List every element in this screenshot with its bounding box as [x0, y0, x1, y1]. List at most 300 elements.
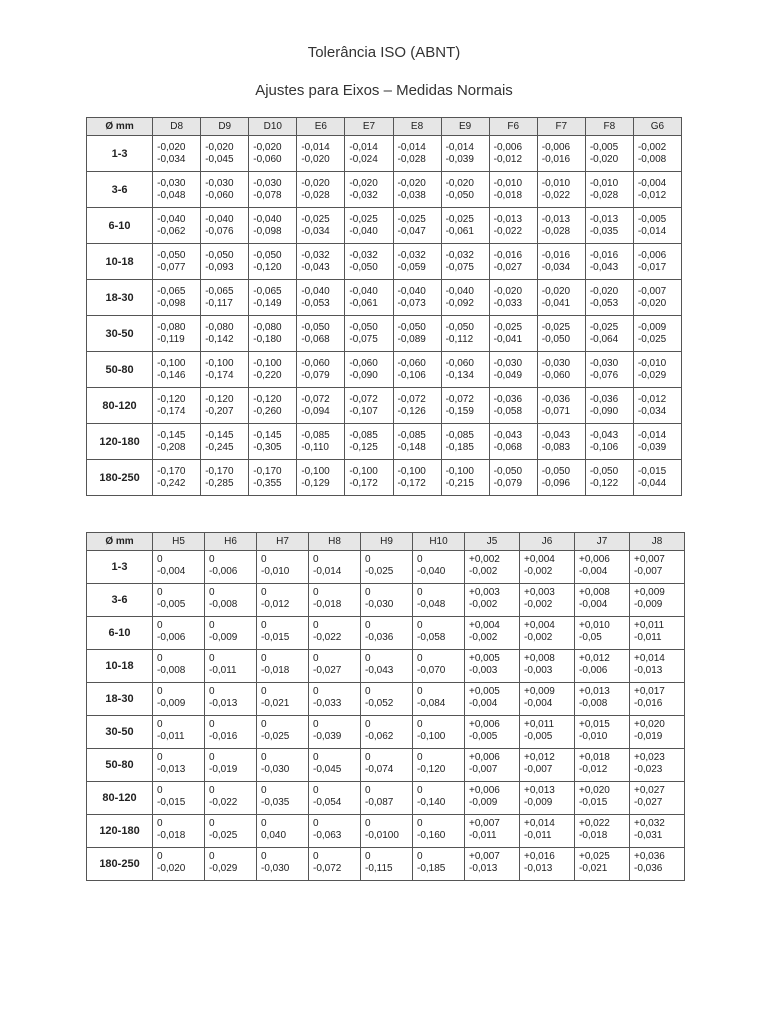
lower-deviation: -0,054 — [313, 797, 342, 808]
tolerance-cell — [205, 650, 257, 683]
tolerance-cell — [585, 280, 633, 316]
tolerance-cell — [361, 617, 413, 650]
tolerance-cell — [205, 749, 257, 782]
upper-deviation: 0 — [313, 785, 319, 796]
tolerance-cell — [585, 208, 633, 244]
tolerance-cell — [465, 815, 520, 848]
upper-deviation: -0,020 — [493, 285, 523, 297]
lower-deviation: -0,002 — [524, 599, 553, 610]
tolerance-cell — [257, 782, 309, 815]
lower-deviation: -0,034 — [541, 261, 571, 273]
upper-deviation: -0,032 — [301, 249, 330, 261]
upper-deviation: +0,003 — [524, 587, 555, 598]
lower-deviation: -0,016 — [634, 698, 663, 709]
lower-deviation: -0,038 — [397, 189, 426, 201]
tolerance-cell — [465, 683, 520, 716]
tolerance-cell — [630, 749, 685, 782]
upper-deviation: 0 — [157, 719, 163, 730]
lower-deviation: -0,050 — [349, 261, 378, 273]
table-header-row — [87, 118, 682, 136]
tolerance-cell — [345, 280, 393, 316]
upper-deviation: +0,007 — [634, 554, 665, 565]
tolerance-cell — [153, 316, 201, 352]
upper-deviation: 0 — [417, 785, 423, 796]
lower-deviation: -0,002 — [469, 566, 498, 577]
tolerance-cell — [201, 244, 249, 280]
upper-deviation: +0,020 — [579, 785, 610, 796]
tolerance-cell — [575, 551, 630, 584]
lower-deviation: -0,146 — [157, 369, 186, 381]
tolerance-table-h-to-j — [86, 532, 685, 881]
lower-deviation: -0,013 — [157, 764, 186, 775]
upper-deviation: -0,043 — [541, 429, 571, 441]
tolerance-cell — [361, 848, 413, 881]
lower-deviation: -0,207 — [205, 405, 234, 417]
upper-deviation: +0,006 — [579, 554, 610, 565]
table-header-row — [87, 533, 685, 551]
diameter-range-label: 10-18 — [87, 244, 153, 280]
lower-deviation: -0,008 — [579, 698, 608, 709]
tolerance-cell — [361, 716, 413, 749]
lower-deviation: -0,023 — [634, 764, 663, 775]
lower-deviation: -0,019 — [209, 764, 238, 775]
upper-deviation: +0,015 — [579, 719, 610, 730]
upper-deviation: -0,145 — [157, 429, 186, 441]
upper-deviation: -0,072 — [445, 393, 474, 405]
upper-deviation: +0,020 — [634, 719, 665, 730]
tolerance-cell — [489, 388, 537, 424]
tolerance-cell — [153, 584, 205, 617]
tolerance-cell — [257, 551, 309, 584]
upper-deviation: 0 — [313, 818, 319, 829]
lower-deviation: -0,028 — [541, 225, 571, 237]
lower-deviation: -0,05 — [579, 632, 602, 643]
tolerance-cell — [257, 650, 309, 683]
lower-deviation: -0,007 — [634, 566, 663, 577]
tolerance-cell — [153, 617, 205, 650]
lower-deviation: -0,220 — [253, 369, 282, 381]
upper-deviation: -0,020 — [301, 177, 330, 189]
upper-deviation: 0 — [157, 851, 163, 862]
upper-deviation: +0,012 — [524, 752, 555, 763]
tolerance-cell — [630, 782, 685, 815]
upper-deviation: -0,120 — [157, 393, 186, 405]
lower-deviation: -0,063 — [313, 830, 342, 841]
lower-deviation: -0,115 — [365, 863, 393, 874]
lower-deviation: -0,079 — [493, 477, 523, 489]
tolerance-cell — [413, 815, 465, 848]
lower-deviation: -0,215 — [445, 477, 474, 489]
lower-deviation: -0,005 — [157, 599, 186, 610]
tolerance-cell — [257, 683, 309, 716]
upper-deviation: -0,013 — [493, 213, 523, 225]
upper-deviation: +0,022 — [579, 818, 610, 829]
lower-deviation: -0,045 — [313, 764, 342, 775]
upper-deviation: +0,023 — [634, 752, 665, 763]
lower-deviation: -0,078 — [253, 189, 282, 201]
upper-deviation: -0,030 — [253, 177, 282, 189]
tolerance-cell — [205, 716, 257, 749]
table-row — [87, 136, 682, 172]
upper-deviation: 0 — [313, 686, 319, 697]
lower-deviation: -0,028 — [301, 189, 330, 201]
table-row — [87, 584, 685, 617]
diameter-range-label: 30-50 — [87, 316, 153, 352]
column-header: J5 — [465, 533, 520, 551]
upper-deviation: 0 — [417, 752, 423, 763]
upper-deviation: +0,018 — [579, 752, 610, 763]
tolerance-cell — [537, 388, 585, 424]
upper-deviation: -0,145 — [253, 429, 282, 441]
lower-deviation: -0,033 — [493, 297, 523, 309]
lower-deviation: -0,002 — [524, 632, 553, 643]
tolerance-cell — [361, 749, 413, 782]
page-title: Tolerância ISO (ABNT) — [307, 44, 461, 61]
tolerance-cell — [201, 352, 249, 388]
lower-deviation: -0,030 — [261, 764, 290, 775]
upper-deviation: -0,085 — [445, 429, 474, 441]
lower-deviation: -0,068 — [493, 441, 523, 453]
upper-deviation: 0 — [209, 719, 215, 730]
upper-deviation: 0 — [209, 752, 215, 763]
upper-deviation: -0,080 — [205, 321, 234, 333]
column-header: E9 — [441, 118, 489, 136]
upper-deviation: +0,011 — [634, 620, 665, 631]
upper-deviation: 0 — [417, 554, 423, 565]
tolerance-cell — [309, 683, 361, 716]
lower-deviation: -0,010 — [261, 566, 290, 577]
tolerance-cell — [413, 584, 465, 617]
upper-deviation: +0,013 — [579, 686, 610, 697]
lower-deviation: -0,009 — [469, 797, 498, 808]
tolerance-cell — [633, 244, 681, 280]
upper-deviation: -0,060 — [301, 357, 330, 369]
tolerance-cell — [441, 244, 489, 280]
lower-deviation: -0,017 — [637, 261, 667, 273]
upper-deviation: -0,013 — [589, 213, 619, 225]
lower-deviation: -0,061 — [349, 297, 378, 309]
tolerance-cell — [520, 584, 575, 617]
tolerance-cell — [153, 551, 205, 584]
upper-deviation: -0,014 — [349, 141, 378, 153]
lower-deviation: -0,002 — [524, 566, 553, 577]
lower-deviation: -0,021 — [261, 698, 290, 709]
tolerance-cell — [201, 280, 249, 316]
upper-deviation: 0 — [157, 653, 163, 664]
tolerance-cell — [201, 424, 249, 460]
upper-deviation: -0,170 — [253, 465, 282, 477]
lower-deviation: -0,092 — [445, 297, 474, 309]
table-row — [87, 208, 682, 244]
lower-deviation: -0,012 — [637, 189, 667, 201]
lower-deviation: -0,021 — [579, 863, 608, 874]
lower-deviation: -0,120 — [417, 764, 446, 775]
lower-deviation: -0,043 — [589, 261, 619, 273]
lower-deviation: -0,125 — [349, 441, 378, 453]
upper-deviation: 0 — [261, 719, 267, 730]
upper-deviation: +0,006 — [469, 719, 500, 730]
lower-deviation: -0,040 — [349, 225, 378, 237]
tolerance-cell — [345, 388, 393, 424]
tolerance-cell — [489, 244, 537, 280]
upper-deviation: 0 — [157, 785, 163, 796]
tolerance-cell — [345, 316, 393, 352]
tolerance-cell — [633, 208, 681, 244]
lower-deviation: -0,060 — [205, 189, 234, 201]
lower-deviation: -0,043 — [301, 261, 330, 273]
table-row — [87, 424, 682, 460]
tolerance-cell — [205, 584, 257, 617]
lower-deviation: -0,036 — [365, 632, 394, 643]
lower-deviation: -0,068 — [301, 333, 330, 345]
tolerance-table-d-to-g — [86, 117, 682, 496]
tolerance-cell — [393, 136, 441, 172]
diameter-range-label: 120-180 — [87, 424, 153, 460]
lower-deviation: -0,140 — [417, 797, 446, 808]
tolerance-cell — [201, 460, 249, 496]
lower-deviation: -0,084 — [417, 698, 446, 709]
upper-deviation: 0 — [365, 620, 371, 631]
lower-deviation: -0,071 — [541, 405, 571, 417]
lower-deviation: -0,013 — [209, 698, 238, 709]
lower-deviation: -0,062 — [157, 225, 186, 237]
diameter-range-label: 50-80 — [87, 352, 153, 388]
upper-deviation: -0,080 — [253, 321, 282, 333]
lower-deviation: -0,028 — [589, 189, 619, 201]
tolerance-cell — [249, 172, 297, 208]
lower-deviation: -0,074 — [365, 764, 394, 775]
upper-deviation: -0,013 — [541, 213, 571, 225]
tolerance-cell — [297, 316, 345, 352]
tolerance-cell — [413, 848, 465, 881]
tolerance-cell — [257, 815, 309, 848]
upper-deviation: 0 — [209, 620, 215, 631]
lower-deviation: -0,011 — [469, 830, 497, 841]
lower-deviation: -0,022 — [541, 189, 571, 201]
lower-deviation: -0,010 — [579, 731, 608, 742]
upper-deviation: -0,025 — [397, 213, 426, 225]
upper-deviation: +0,036 — [634, 851, 665, 862]
tolerance-cell — [361, 815, 413, 848]
lower-deviation: -0,039 — [445, 153, 474, 165]
upper-deviation: +0,004 — [524, 620, 555, 631]
column-header: F7 — [537, 118, 585, 136]
tolerance-cell — [393, 388, 441, 424]
upper-deviation: -0,040 — [301, 285, 330, 297]
upper-deviation: -0,016 — [589, 249, 619, 261]
tolerance-cell — [153, 460, 201, 496]
upper-deviation: -0,030 — [493, 357, 523, 369]
upper-deviation: 0 — [313, 653, 319, 664]
lower-deviation: -0,090 — [349, 369, 378, 381]
column-header: H7 — [257, 533, 309, 551]
tolerance-cell — [630, 617, 685, 650]
tolerance-cell — [297, 352, 345, 388]
upper-deviation: -0,100 — [445, 465, 474, 477]
lower-deviation: -0,122 — [589, 477, 619, 489]
lower-deviation: -0,005 — [524, 731, 553, 742]
upper-deviation: -0,032 — [445, 249, 474, 261]
upper-deviation: -0,030 — [541, 357, 571, 369]
lower-deviation: -0,062 — [365, 731, 394, 742]
lower-deviation: -0,112 — [445, 333, 474, 345]
lower-deviation: -0,060 — [253, 153, 282, 165]
upper-deviation: +0,002 — [469, 554, 500, 565]
lower-deviation: -0,098 — [253, 225, 282, 237]
column-header: J7 — [575, 533, 630, 551]
upper-deviation: 0 — [261, 818, 267, 829]
column-header: J8 — [630, 533, 685, 551]
tolerance-cell — [630, 584, 685, 617]
lower-deviation: -0,013 — [634, 665, 663, 676]
tolerance-cell — [257, 716, 309, 749]
diameter-range-label: 80-120 — [87, 388, 153, 424]
upper-deviation: 0 — [313, 620, 319, 631]
tolerance-cell — [297, 136, 345, 172]
lower-deviation: -0,058 — [493, 405, 523, 417]
lower-deviation: -0,077 — [157, 261, 186, 273]
upper-deviation: +0,006 — [469, 752, 500, 763]
lower-deviation: -0,006 — [579, 665, 608, 676]
tolerance-cell — [465, 617, 520, 650]
tolerance-cell — [297, 172, 345, 208]
lower-deviation: -0,094 — [301, 405, 330, 417]
lower-deviation: -0,089 — [397, 333, 426, 345]
tolerance-cell — [537, 244, 585, 280]
tolerance-cell — [537, 280, 585, 316]
lower-deviation: -0,027 — [634, 797, 663, 808]
lower-deviation: -0,355 — [253, 477, 282, 489]
tolerance-cell — [465, 551, 520, 584]
column-header: E7 — [345, 118, 393, 136]
upper-deviation: +0,013 — [524, 785, 555, 796]
lower-deviation: -0,031 — [634, 830, 663, 841]
lower-deviation: -0,018 — [493, 189, 523, 201]
diameter-range-label: 80-120 — [87, 782, 153, 815]
lower-deviation: -0,007 — [469, 764, 498, 775]
upper-deviation: 0 — [365, 719, 371, 730]
upper-deviation: -0,040 — [157, 213, 186, 225]
lower-deviation: -0,076 — [589, 369, 619, 381]
upper-deviation: +0,005 — [469, 686, 500, 697]
upper-deviation: -0,100 — [301, 465, 330, 477]
lower-deviation: -0,096 — [541, 477, 571, 489]
upper-deviation: -0,072 — [349, 393, 378, 405]
lower-deviation: -0,011 — [524, 830, 552, 841]
tolerance-cell — [489, 460, 537, 496]
column-header: G6 — [633, 118, 681, 136]
upper-deviation: +0,004 — [469, 620, 500, 631]
lower-deviation: -0,025 — [261, 731, 290, 742]
lower-deviation: -0,018 — [313, 599, 342, 610]
table-row — [87, 650, 685, 683]
upper-deviation: -0,020 — [349, 177, 378, 189]
lower-deviation: -0,016 — [209, 731, 238, 742]
tolerance-cell — [249, 316, 297, 352]
upper-deviation: +0,011 — [524, 719, 555, 730]
table-row — [87, 551, 685, 584]
upper-deviation: 0 — [417, 620, 423, 631]
lower-deviation: -0,126 — [397, 405, 426, 417]
lower-deviation: -0,185 — [445, 441, 474, 453]
upper-deviation: -0,016 — [541, 249, 571, 261]
tolerance-cell — [465, 584, 520, 617]
tolerance-cell — [630, 848, 685, 881]
lower-deviation: -0,030 — [365, 599, 394, 610]
tolerance-cell — [153, 424, 201, 460]
lower-deviation: -0,025 — [637, 333, 667, 345]
diameter-range-label: 18-30 — [87, 280, 153, 316]
tolerance-cell — [153, 782, 205, 815]
lower-deviation: -0,064 — [589, 333, 619, 345]
upper-deviation: -0,040 — [445, 285, 474, 297]
tolerance-cell — [361, 584, 413, 617]
lower-deviation: -0,024 — [349, 153, 378, 165]
lower-deviation: -0,149 — [253, 297, 282, 309]
tolerance-cell — [489, 208, 537, 244]
table-row — [87, 617, 685, 650]
tolerance-cell — [201, 208, 249, 244]
upper-deviation: -0,050 — [349, 321, 378, 333]
tolerance-cell — [153, 683, 205, 716]
upper-deviation: -0,025 — [349, 213, 378, 225]
tolerance-cell — [585, 460, 633, 496]
lower-deviation: -0,020 — [301, 153, 330, 165]
upper-deviation: -0,004 — [637, 177, 667, 189]
tolerance-cell — [153, 848, 205, 881]
upper-deviation: 0 — [157, 752, 163, 763]
tolerance-cell — [633, 460, 681, 496]
upper-deviation: -0,040 — [397, 285, 426, 297]
tolerance-cell — [205, 617, 257, 650]
tolerance-cell — [441, 352, 489, 388]
tolerance-cell — [309, 782, 361, 815]
lower-deviation: -0,208 — [157, 441, 186, 453]
lower-deviation: -0,285 — [205, 477, 234, 489]
tolerance-cell — [153, 815, 205, 848]
upper-deviation: -0,032 — [397, 249, 426, 261]
tolerance-cell — [413, 749, 465, 782]
upper-deviation: -0,020 — [445, 177, 474, 189]
tolerance-cell — [309, 716, 361, 749]
table-row — [87, 388, 682, 424]
tolerance-cell — [345, 244, 393, 280]
lower-deviation: -0,035 — [589, 225, 619, 237]
upper-deviation: 0 — [157, 620, 163, 631]
upper-deviation: -0,060 — [397, 357, 426, 369]
tolerance-cell — [205, 848, 257, 881]
upper-deviation: 0 — [417, 851, 423, 862]
tolerance-cell — [585, 172, 633, 208]
tolerance-cell — [361, 683, 413, 716]
lower-deviation: -0,061 — [445, 225, 474, 237]
tolerance-cell — [393, 244, 441, 280]
column-header: H8 — [309, 533, 361, 551]
lower-deviation: -0,004 — [579, 599, 608, 610]
tolerance-cell — [345, 424, 393, 460]
upper-deviation: -0,025 — [589, 321, 619, 333]
tolerance-cell — [153, 388, 201, 424]
tolerance-cell — [153, 208, 201, 244]
tolerance-cell — [537, 316, 585, 352]
tolerance-cell — [393, 172, 441, 208]
lower-deviation: -0,053 — [301, 297, 330, 309]
lower-deviation: -0,004 — [579, 566, 608, 577]
lower-deviation: -0,180 — [253, 333, 282, 345]
tolerance-cell — [520, 749, 575, 782]
lower-deviation: -0,015 — [157, 797, 186, 808]
upper-deviation: 0 — [313, 851, 319, 862]
